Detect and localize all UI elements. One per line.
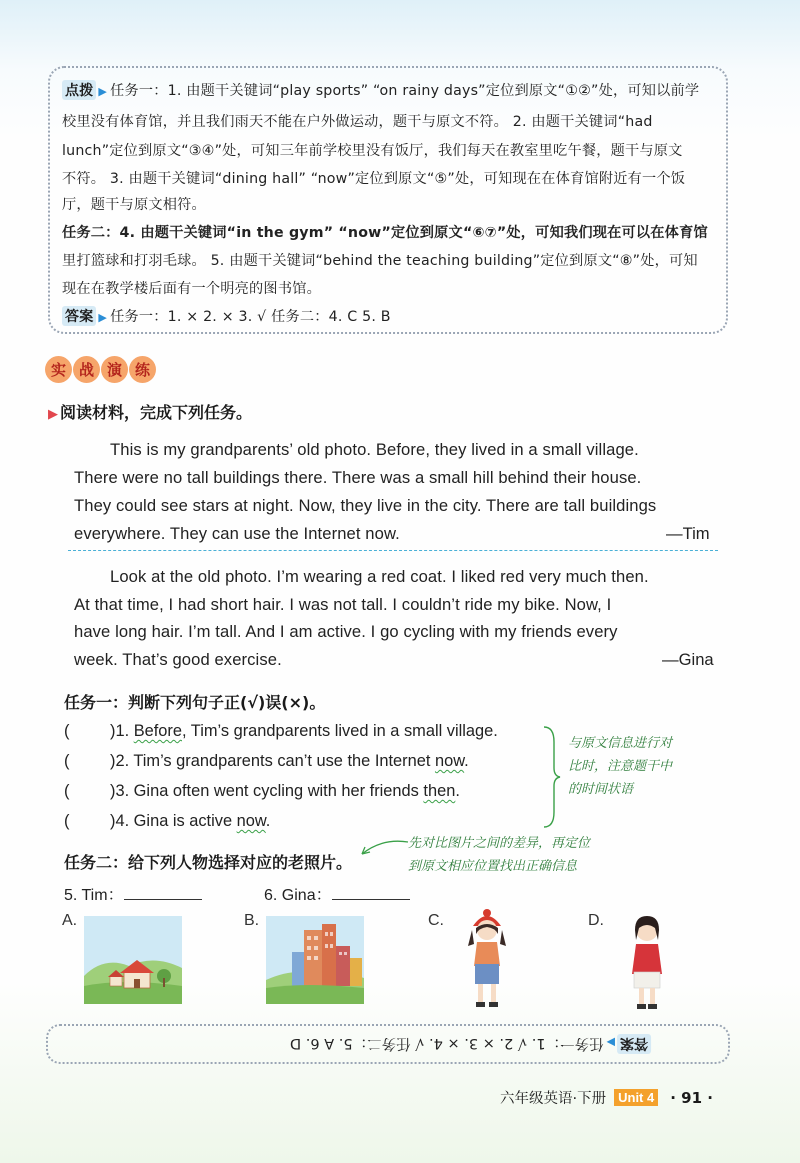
task2-question-5: 5. Tim： <box>64 882 202 905</box>
section-char-4: 练 <box>129 356 156 383</box>
section-char-3: 演 <box>101 356 128 383</box>
passage2-signature: —Gina <box>662 650 714 669</box>
girl-red-hat-picture <box>462 908 512 1014</box>
passage2-line-1: Look at the old photo. I’m wearing a red coat. I liked red very much then. <box>110 567 649 586</box>
option-a-label: A. <box>62 912 78 929</box>
answer-blank[interactable] <box>124 885 202 900</box>
passage1-signature: —Tim <box>666 524 710 543</box>
task1-note: 与原文信息进行对 比时，注意题干中 的时间状语 <box>568 736 673 797</box>
option-b-label: B. <box>244 912 260 929</box>
passage1-line-3: They could see stars at night. Now, they live in the city. There are tall buildings <box>74 496 657 515</box>
task2-title: 任务二：给下列人物选择对应的老照片。 <box>64 853 353 872</box>
book-title: 六年级英语·下册 <box>500 1091 607 1107</box>
hint-line-4: 不符。 3. 由题干关键词“dining hall” “now”定位到原文“⑤”处，可知现在在体育馆附近有一个饭 <box>62 171 686 187</box>
triangle-icon: ▶ <box>606 1036 616 1049</box>
task1-question-4: ( )4. Gina is active now. <box>64 812 271 830</box>
city-buildings-picture <box>266 916 364 1004</box>
village-house-picture <box>84 916 182 1004</box>
option-d-label: D. <box>588 912 604 929</box>
passage2-line-2: At that time, I had short hair. I was not tall. I couldn’t ride my bike. Now, I <box>74 595 612 614</box>
girl-red-coat-picture <box>624 912 670 1016</box>
task1-title: 任务一：判断下列句子正(√)误(×)。 <box>64 693 326 712</box>
task2-question-6: 6. Gina： <box>264 882 410 905</box>
passage-divider <box>68 550 718 551</box>
hint-line-2: 校里没有体育馆，并且我们雨天不能在户外做运动，题干与原文不符。 2. 由题干关键词“had <box>62 114 653 130</box>
hint-line-8: 现在在教学楼后面有一个明亮的图书馆。 <box>62 281 321 297</box>
bracket-icon <box>540 724 564 830</box>
option-c-label: C. <box>428 912 444 929</box>
hint-line-6: 任务二：4. 由题干关键词“in the gym” “now”定位到原文“⑥⑦”处，可知我们现在可以在体育馆 <box>62 225 708 241</box>
unit-badge: Unit 4 <box>614 1089 658 1106</box>
section-char-2: 战 <box>73 356 100 383</box>
section-title <box>45 356 157 386</box>
task1-question-2: ( )2. Tim’s grandparents can’t use the Internet now. <box>64 752 469 770</box>
hint-answer-line: 答案 ▶ 任务一：1. × 2. × 3. √ 任务二：4. C 5. B <box>62 306 391 326</box>
section-char-1: 实 <box>45 356 72 383</box>
answer-tag: 答案 <box>617 1034 651 1054</box>
task1-question-3: ( )3. Gina often went cycling with her friends then. <box>64 782 460 800</box>
hint-answer-tag: 答案 <box>62 306 96 326</box>
hint-line-5: 厅，题干与原文相符。 <box>62 197 206 213</box>
hint-line-3: lunch”定位到原文“③④”处，可知三年前学校里没有饭厅，我们每天在教室里吃午餐，题干与原文 <box>62 143 683 159</box>
answer-blank[interactable] <box>332 885 410 900</box>
arrow-icon: ▶ <box>48 407 58 422</box>
hint-tag: 点拨 <box>62 80 96 100</box>
hint-line-7: 里打篮球和打羽毛球。 5. 由题干关键词“behind the teaching building”定位到原文“⑧”处，可知 <box>62 253 698 269</box>
passage2-line-3: have long hair. I’m tall. And I am active. I go cycling with my friends every <box>74 622 618 641</box>
passage1-line-4: everywhere. They can use the Internet now. <box>74 524 400 543</box>
hint-line-1: 点拨 ▶ 任务一：1. 由题干关键词“play sports” “on rainy days”定位到原文“①②”处，可知以前学 <box>62 80 699 100</box>
task1-question-1: ( )1. Before, Tim’s grandparents lived in a small village. <box>64 722 498 740</box>
passage2-line-4: week. That’s good exercise. <box>74 650 282 669</box>
page-number: · 91 · <box>670 1088 713 1107</box>
triangle-icon: ▶ <box>98 85 108 98</box>
triangle-icon: ▶ <box>98 311 108 324</box>
task2-note: 先对比图片之间的差异，再定位 到原文相应位置找出正确信息 <box>408 836 591 874</box>
passage1-line-2: There were no tall buildings there. There was a small hill behind their house. <box>74 468 642 487</box>
page-footer <box>500 1087 713 1108</box>
curved-arrow-icon <box>352 836 410 862</box>
passage1-line-1: This is my grandparents’ old photo. Before, they lived in a small village. <box>110 440 639 459</box>
instruction: ▶ 阅读材料，完成下列任务。 <box>48 403 253 422</box>
answer-upside-down: 答案▶任务一：1. √ 2. × 3. × 4. √ 任务二：5. A 6. D <box>290 1034 651 1055</box>
